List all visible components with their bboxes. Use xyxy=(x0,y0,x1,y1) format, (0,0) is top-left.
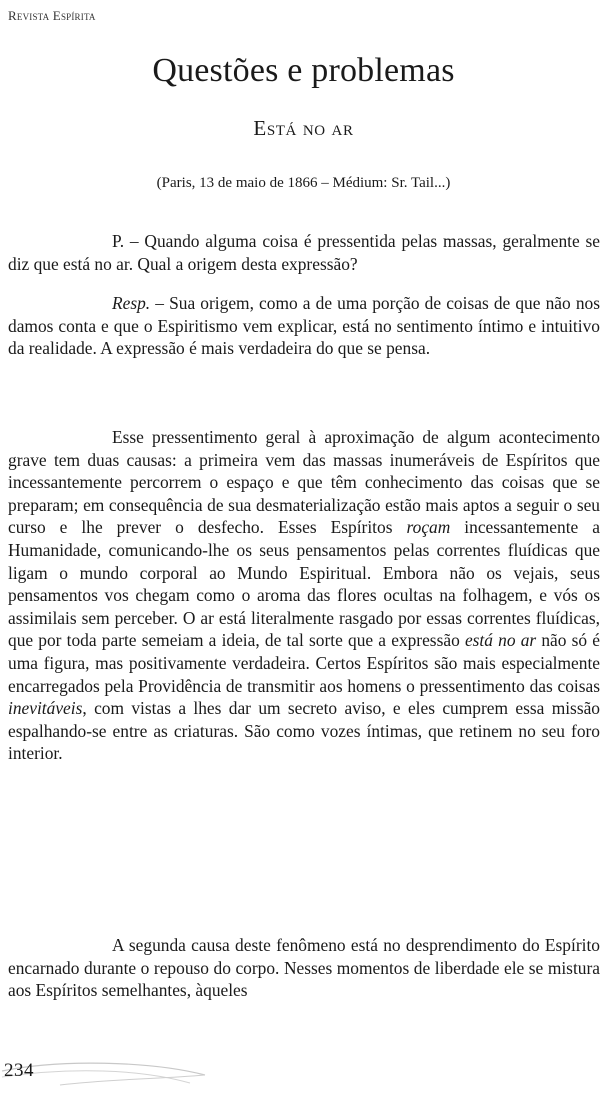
page-title: Questões e problemas xyxy=(152,52,455,89)
body-text-part: incessantemente a Humanidade, comunicando-lhe os seus pensamentos pelas correntes fluídicas que ligam o mundo corporal ao Mundo Espiritual. Embora não os vejais, seus pensamentos vos chegam como o aroma das flores ocultas na folhagem, e vós os assimilais sem perceber. O ar está literalmente rasgado por essas correntes fluídicas, que por toda parte semeiam a ideia, de tal sorte que a expressão xyxy=(8,517,601,651)
body-paragraph xyxy=(8,934,600,1002)
italic-term: está no ar xyxy=(464,630,537,651)
answer-label: Resp. xyxy=(112,293,151,313)
question-paragraph xyxy=(8,230,600,275)
source-note: (Paris, 13 de maio de 1866 – Médium: Sr. Tail...) xyxy=(156,175,451,191)
body-text-part: não só é uma figura, mas positivamente verdadeira. Certos Espíritos são mais especialmente encarregados pela Providência de transmitir aos homens o pressentimento das coisas xyxy=(8,630,600,696)
question-text: – Quando alguma coisa é pressentida pelas massas, geralmente se diz que está no ar. Qual a origem desta expressão? xyxy=(8,231,600,274)
italic-term: inevitáveis xyxy=(8,698,83,719)
answer-paragraph xyxy=(8,292,600,360)
body-text-part: , com vistas a lhes dar um secreto aviso, e eles cumprem essa missão espalhando-se entre as criaturas. São como vozes íntimas, que retinem no seu foro interior. xyxy=(8,698,600,764)
italic-term: roçam xyxy=(406,517,451,538)
section-subtitle: Está no ar xyxy=(253,116,354,140)
body-paragraph xyxy=(8,426,600,765)
answer-text: – Sua origem, como a de uma porção de coisas de que não nos damos conta e que o Espiritismo vem explicar, está no sentimento íntimo e intuitivo da realidade. A expressão é mais verdadeira do que se pensa. xyxy=(8,293,600,359)
running-head: Revista Espírita xyxy=(8,8,96,23)
body-text-part: Esse pressentimento geral à aproximação de algum acontecimento grave tem duas causas: a primeira vem das massas inumeráveis de Espíritos que incessantemente percorrem o espaço e que têm conhecimento das coisas que se preparam; em consequência de sua desmaterialização estão mais aptos a seguir o seu curso e lhe prever o desfecho. Esses Espíritos xyxy=(8,427,600,538)
question-label: P. xyxy=(112,231,125,251)
body-text: A segunda causa deste fenômeno está no desprendimento do Espírito encarnado durante o repouso do corpo. Nesses momentos de liberdade ele se mistura aos Espíritos semelhantes, àqueles xyxy=(8,935,600,1001)
page-number: 234 xyxy=(4,1060,34,1081)
